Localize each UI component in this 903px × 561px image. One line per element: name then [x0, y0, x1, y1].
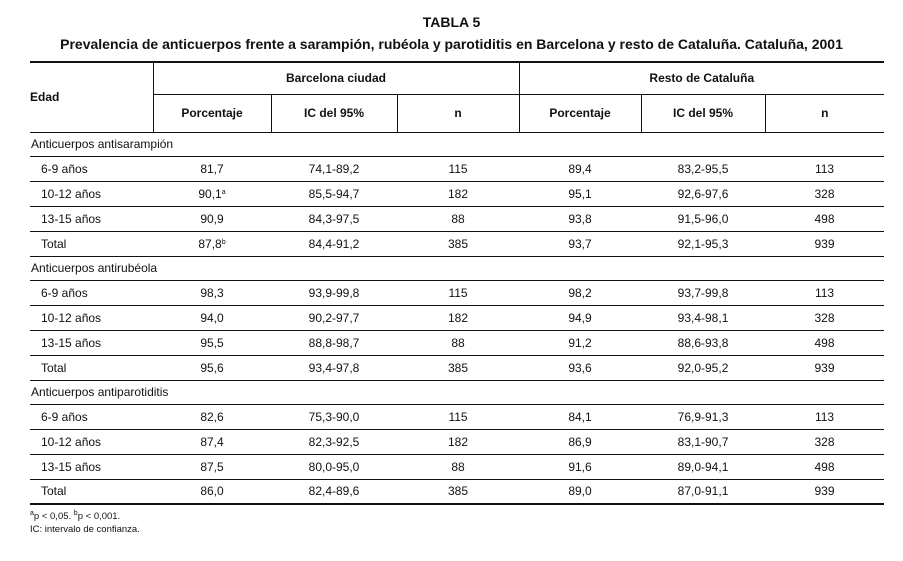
table-row [30, 231, 884, 256]
cell-row-label [30, 355, 153, 380]
cell-value: 93,7-99,8 [677, 285, 729, 300]
cell-value: 939 [814, 236, 835, 251]
cell-rc-porcentaje [519, 454, 641, 479]
table-row [30, 305, 884, 330]
cell-value: Total [41, 484, 67, 499]
cell-bcn-n [397, 181, 519, 206]
table-row [30, 206, 884, 231]
cell-value: 93,9-99,8 [308, 285, 360, 300]
cell-value: 91,6 [568, 459, 592, 474]
cell-bcn-porcentaje [153, 280, 271, 305]
cell-rc-ic [641, 479, 765, 504]
cell-value: 88 [451, 459, 465, 474]
cell-value: 385 [447, 360, 469, 375]
cell-rc-ic [641, 330, 765, 355]
cell-row-label [30, 479, 153, 504]
section-row [30, 380, 884, 404]
cell-bcn-n [397, 231, 519, 256]
cell-value: 82,4-89,6 [308, 484, 360, 499]
cell-value: 10-12 años [41, 434, 102, 449]
cell-bcn-porcentaje [153, 330, 271, 355]
cell-value: 92,0-95,2 [677, 360, 729, 375]
cell-rc-n [765, 454, 884, 479]
cell-value: 90,1 [198, 186, 222, 201]
cell-rc-porcentaje [519, 355, 641, 380]
cell-row-label [30, 156, 153, 181]
cell-value: 385 [447, 484, 469, 499]
cell-bcn-porcentaje [153, 479, 271, 504]
table-row [30, 280, 884, 305]
cell-value: 94,9 [568, 310, 592, 325]
cell-row-label [30, 181, 153, 206]
cell-value: 498 [814, 211, 835, 226]
cell-row-label [30, 404, 153, 429]
cell-row-label [30, 305, 153, 330]
cell-value: 93,4-98,1 [677, 310, 729, 325]
cell-value: 84,4-91,2 [308, 236, 360, 251]
cell-value: 94,0 [200, 310, 224, 325]
cell-value: 113 [814, 285, 835, 300]
cell-value: 75,3-90,0 [308, 409, 360, 424]
footnote-sup-b: b [73, 510, 78, 517]
cell-value: 939 [814, 484, 835, 499]
cell-bcn-ic [271, 206, 397, 231]
cell-value: 95,1 [568, 186, 592, 201]
cell-value: 182 [447, 434, 469, 449]
superscript-note: b [221, 238, 226, 246]
cell-bcn-n [397, 305, 519, 330]
cell-value: 95,5 [200, 335, 224, 350]
cell-value: 6-9 años [41, 285, 88, 300]
header-bcn-porcentaje: Porcentaje [153, 94, 271, 132]
cell-bcn-n [397, 355, 519, 380]
header-resto-cataluna: Resto de Cataluña [519, 62, 884, 94]
cell-value: 87,5 [200, 459, 224, 474]
table-row [30, 181, 884, 206]
cell-value: 84,1 [568, 409, 592, 424]
cell-value: 6-9 años [41, 161, 88, 176]
cell-value: 328 [814, 434, 835, 449]
cell-value: 13-15 años [41, 211, 102, 226]
footnote-sup-a: a [30, 510, 34, 517]
cell-bcn-ic [271, 330, 397, 355]
cell-rc-porcentaje [519, 305, 641, 330]
cell-value: Total [41, 360, 67, 375]
cell-value: 93,6 [568, 360, 592, 375]
cell-value: 90,2-97,7 [308, 310, 360, 325]
cell-value: 115 [448, 285, 468, 300]
cell-value: 87,0-91,1 [677, 484, 729, 499]
superscript-note: a [221, 188, 226, 196]
cell-value: 115 [448, 161, 468, 176]
cell-rc-ic [641, 404, 765, 429]
cell-value: 13-15 años [41, 335, 102, 350]
cell-bcn-ic [271, 404, 397, 429]
cell-value: 84,3-97,5 [308, 211, 360, 226]
cell-value: 74,1-89,2 [308, 161, 360, 176]
footnote-a-text: p < 0,05. [33, 511, 74, 522]
cell-bcn-ic [271, 355, 397, 380]
section-row [30, 132, 884, 156]
cell-value: 87,4 [200, 434, 224, 449]
cell-rc-porcentaje [519, 231, 641, 256]
cell-bcn-porcentaje [153, 156, 271, 181]
cell-value: 95,6 [200, 360, 224, 375]
cell-value: 76,9-91,3 [677, 409, 729, 424]
cell-rc-ic [641, 305, 765, 330]
cell-value: 86,0 [200, 484, 224, 499]
cell-rc-n [765, 156, 884, 181]
cell-row-label [30, 429, 153, 454]
cell-rc-ic [641, 280, 765, 305]
cell-rc-porcentaje [519, 330, 641, 355]
cell-value: 83,1-90,7 [677, 434, 729, 449]
table-subtitle: Prevalencia de anticuerpos frente a sarampión, rubéola y parotiditis en Barcelona y resto de Cataluña. Cataluña, 2001 [60, 36, 843, 52]
cell-bcn-n [397, 156, 519, 181]
cell-value: 498 [814, 459, 835, 474]
cell-value: 82,3-92,5 [308, 434, 360, 449]
cell-rc-ic [641, 454, 765, 479]
cell-rc-ic [641, 156, 765, 181]
cell-bcn-n [397, 454, 519, 479]
cell-value: 89,0-94,1 [677, 459, 729, 474]
cell-rc-n [765, 231, 884, 256]
cell-value: 80,0-95,0 [308, 459, 360, 474]
cell-rc-porcentaje [519, 429, 641, 454]
cell-rc-ic [641, 355, 765, 380]
cell-value: 89,0 [568, 484, 592, 499]
cell-value: 83,2-95,5 [677, 161, 729, 176]
cell-bcn-porcentaje [153, 305, 271, 330]
section-title: Anticuerpos antisarampión [30, 132, 884, 156]
cell-value: 115 [448, 409, 468, 424]
table-row [30, 404, 884, 429]
cell-value: 89,4 [568, 161, 592, 176]
header-rc-ic: IC del 95% [641, 94, 765, 132]
cell-bcn-ic [271, 181, 397, 206]
cell-value: 88,6-93,8 [677, 335, 729, 350]
cell-row-label [30, 206, 153, 231]
cell-bcn-n [397, 479, 519, 504]
cell-bcn-n [397, 330, 519, 355]
cell-value: 92,1-95,3 [677, 236, 729, 251]
cell-value: 328 [814, 310, 835, 325]
section-title: Anticuerpos antiparotiditis [30, 380, 884, 404]
cell-bcn-ic [271, 305, 397, 330]
cell-rc-n [765, 305, 884, 330]
cell-value: 498 [814, 335, 835, 350]
cell-bcn-porcentaje [153, 231, 271, 256]
cell-rc-ic [641, 181, 765, 206]
cell-rc-n [765, 355, 884, 380]
cell-value: 93,4-97,8 [308, 360, 360, 375]
cell-value: 93,8 [568, 211, 592, 226]
cell-value: 13-15 años [41, 459, 102, 474]
cell-bcn-n [397, 206, 519, 231]
cell-value: 182 [447, 310, 469, 325]
cell-value: 385 [447, 236, 469, 251]
cell-value: 6-9 años [41, 409, 88, 424]
cell-bcn-ic [271, 454, 397, 479]
cell-rc-n [765, 330, 884, 355]
cell-bcn-ic [271, 280, 397, 305]
cell-bcn-porcentaje [153, 429, 271, 454]
table-title: TABLA 5 [422, 14, 481, 30]
table-row [30, 429, 884, 454]
cell-value: 85,5-94,7 [308, 186, 360, 201]
cell-value: 87,8 [198, 236, 222, 251]
cell-value: 91,2 [568, 335, 592, 350]
cell-row-label [30, 330, 153, 355]
cell-bcn-ic [271, 156, 397, 181]
cell-bcn-n [397, 280, 519, 305]
cell-bcn-porcentaje [153, 404, 271, 429]
cell-value: 939 [814, 360, 835, 375]
table-row [30, 355, 884, 380]
table-row [30, 330, 884, 355]
cell-bcn-ic [271, 231, 397, 256]
cell-value: 10-12 años [41, 310, 102, 325]
cell-value: 90,9 [200, 211, 224, 226]
cell-rc-n [765, 479, 884, 504]
cell-rc-porcentaje [519, 156, 641, 181]
header-rc-n: n [765, 94, 884, 132]
cell-value: 113 [814, 409, 835, 424]
cell-value: 91,5-96,0 [677, 211, 729, 226]
cell-value: 328 [814, 186, 835, 201]
cell-rc-n [765, 429, 884, 454]
cell-value: 10-12 años [41, 186, 102, 201]
table-row [30, 479, 884, 504]
header-bcn-n: n [397, 94, 519, 132]
cell-value: 82,6 [200, 409, 224, 424]
header-barcelona-ciudad: Barcelona ciudad [153, 62, 519, 94]
cell-rc-n [765, 206, 884, 231]
cell-rc-n [765, 181, 884, 206]
cell-row-label [30, 231, 153, 256]
section-row [30, 256, 884, 280]
footnote-ic: IC: intervalo de confianza. [30, 524, 140, 535]
section-title: Anticuerpos antirubéola [30, 256, 884, 280]
cell-value: 88,8-98,7 [308, 335, 360, 350]
prevalence-table [30, 61, 884, 505]
header-edad: Edad [30, 62, 153, 132]
cell-value: 98,3 [200, 285, 224, 300]
cell-value: 182 [447, 186, 469, 201]
cell-value: 98,2 [568, 285, 592, 300]
cell-value: 88 [451, 211, 465, 226]
cell-rc-porcentaje [519, 181, 641, 206]
footnotes [30, 510, 140, 536]
cell-bcn-n [397, 404, 519, 429]
cell-rc-ic [641, 231, 765, 256]
cell-bcn-porcentaje [153, 355, 271, 380]
cell-rc-porcentaje [519, 280, 641, 305]
cell-rc-ic [641, 429, 765, 454]
cell-rc-porcentaje [519, 206, 641, 231]
cell-row-label [30, 454, 153, 479]
cell-rc-ic [641, 206, 765, 231]
cell-rc-n [765, 280, 884, 305]
cell-bcn-porcentaje [153, 181, 271, 206]
cell-value: Total [41, 236, 67, 251]
cell-value: 88 [451, 335, 465, 350]
cell-value: 86,9 [568, 434, 592, 449]
cell-bcn-porcentaje [153, 454, 271, 479]
footnote-b-text: p < 0,001. [77, 511, 121, 522]
cell-rc-porcentaje [519, 404, 641, 429]
table-row [30, 454, 884, 479]
cell-row-label [30, 280, 153, 305]
cell-bcn-ic [271, 479, 397, 504]
cell-value: 92,6-97,6 [677, 186, 729, 201]
table-body [30, 132, 884, 504]
cell-value: 93,7 [568, 236, 592, 251]
cell-value: 81,7 [200, 161, 224, 176]
footnote-significance [30, 510, 140, 523]
table-row [30, 156, 884, 181]
cell-bcn-n [397, 429, 519, 454]
cell-bcn-ic [271, 429, 397, 454]
cell-bcn-porcentaje [153, 206, 271, 231]
cell-rc-n [765, 404, 884, 429]
cell-value: 113 [814, 161, 835, 176]
header-rc-porcentaje: Porcentaje [519, 94, 641, 132]
header-bcn-ic: IC del 95% [271, 94, 397, 132]
cell-rc-porcentaje [519, 479, 641, 504]
